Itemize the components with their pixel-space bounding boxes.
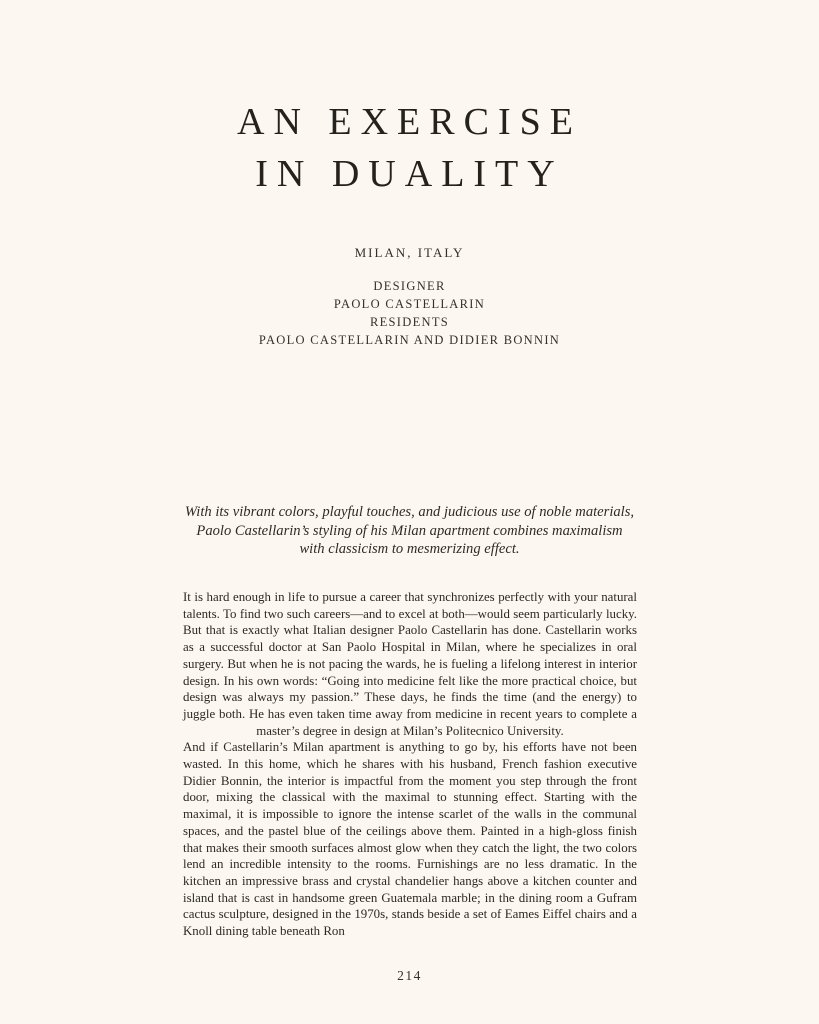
intro-line: With its vibrant colors, playful touches, and judicious use of noble materials, [184, 504, 635, 520]
body-paragraph-1: It is hard enough in life to pursue a career that synchronizes perfectly with your natural talents. To find two such careers—and to excel at both—would seem particularly lucky. But that is exactly what Italian designer Paolo Castellarin has done. Castellarin works as a successful doctor at San Paolo Hospital in Milan, where he specializes in oral surgery. But when he is not pacing the wards, he is fueling a lifelong interest in interior design. In his own words: “Going into medicine felt like the more practical choice, but design was always my passion.” These days, he finds the time (and the energy) to juggle both. He has even taken time away from medicine in recent years to complete a master’s degree in design at Milan’s Politecnico University. [183, 590, 637, 738]
designer-name: PAOLO CASTELLARIN [333, 297, 486, 311]
intro-line: with classicism to mesmerizing effect. [299, 541, 520, 558]
chapter-title [0, 96, 819, 200]
designer-label: DESIGNER [373, 279, 446, 293]
residents-names: PAOLO CASTELLARIN AND DIDIER BONNIN [258, 333, 561, 347]
residents-label: RESIDENTS [369, 315, 450, 329]
chapter-title-line2: IN DUALITY [255, 153, 564, 195]
body-paragraph-2: And if Castellarin’s Milan apartment is anything to go by, his efforts have not been wasted. In this home, which he shares with his husband, French fashion executive Didier Bonnin, the interior is impactful from the moment you step through the front door, mixing the classical with the maximal to stunning effect. Starting with the maximal, it is impossible to ignore the intense scarlet of the walls in the communal spaces, and the pastel blue of the ceilings above them. Painted in a high-gloss finish that makes their smooth surfaces almost glow when they catch the light, the two colors lend an incredible intensity to the rooms. Furnishings are no less dramatic. In the kitchen an impressive brass and crystal chandelier hangs above a kitchen counter and island that is cast in handsome green Guatemala marble; in the dining room a Gufram cactus sculpture, designed in the 1970s, stands beside a set of Eames Eiffel chairs and a Knoll dining table beneath Ron [183, 740, 637, 939]
page-number: 214 [397, 968, 422, 983]
intro-standfirst [0, 503, 819, 559]
location-line: MILAN, ITALY [354, 245, 465, 260]
credits-block [0, 277, 819, 349]
chapter-title-line1: AN EXERCISE [237, 101, 582, 143]
body-text [183, 589, 637, 940]
intro-line: Paolo Castellarin’s styling of his Milan apartment combines maximalism [196, 522, 623, 539]
